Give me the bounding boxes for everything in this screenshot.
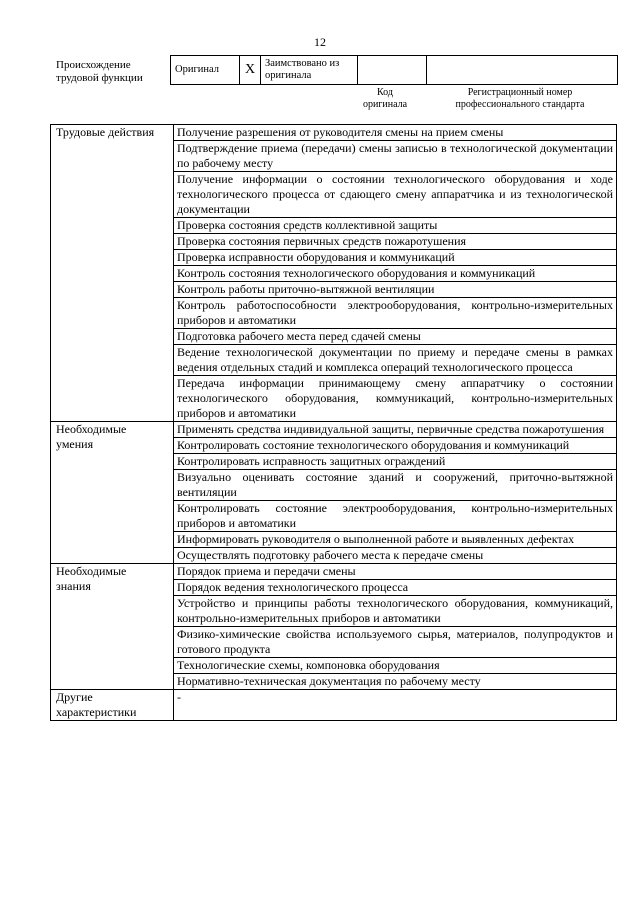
other-characteristics-label-line2: характеристики	[56, 705, 137, 719]
labor-function-table	[50, 124, 617, 721]
labor-action-item: Проверка исправности оборудования и коммуникаций	[174, 250, 617, 266]
original-code-cell	[358, 56, 427, 85]
knowledge-item: Порядок приема и передачи смены	[174, 564, 617, 580]
knowledge-item: Устройство и принципы работы технологического оборудования, коммуникаций, контрольно-измерительных приборов и автоматики	[174, 596, 617, 627]
skill-item: Контролировать состояние технологического оборудования и коммуникаций	[174, 438, 617, 454]
required-skills-label-line2: умения	[56, 437, 94, 451]
other-characteristics-value: -	[174, 690, 617, 721]
knowledge-item: Нормативно-техническая документация по рабочему месту	[174, 674, 617, 690]
labor-action-item: Передача информации принимающему смену аппаратчику о состоянии технологического оборудования, коммуникаций, контрольно-измерительных приборов и автоматики	[174, 376, 617, 422]
labor-action-item: Контроль состояния технологического оборудования и коммуникаций	[174, 266, 617, 282]
origin-label	[56, 59, 143, 85]
labor-action-item: Проверка состояния первичных средств пожаротушения	[174, 234, 617, 250]
table-row	[51, 690, 617, 721]
required-knowledge-label-line2: знания	[56, 579, 91, 593]
required-skills-label	[51, 422, 174, 564]
labor-action-item: Ведение технологической документации по приему и передаче смены в рамках ведения отдельных стадий и комплекса операций технологического процесса	[174, 345, 617, 376]
registration-caption	[430, 87, 610, 111]
table-row	[51, 564, 617, 580]
table-row	[51, 422, 617, 438]
knowledge-item: Порядок ведения технологического процесса	[174, 580, 617, 596]
skill-item: Информировать руководителя о выполненной работе и выявленных дефектах	[174, 532, 617, 548]
original-mark: X	[240, 56, 261, 85]
table-row	[51, 125, 617, 141]
code-caption-line2: оригинала	[362, 99, 408, 110]
origin-table	[170, 55, 618, 85]
labor-action-item: Подготовка рабочего места перед сдачей смены	[174, 329, 617, 345]
registration-number-cell	[427, 56, 618, 85]
borrowed-cell	[261, 56, 358, 85]
other-characteristics-label-line1: Другие	[56, 690, 93, 704]
borrowed-line1: Заимствовано из	[265, 58, 340, 69]
skill-item: Контролировать исправность защитных ограждений	[174, 454, 617, 470]
required-knowledge-label-line1: Необходимые	[56, 564, 127, 578]
registration-caption-line1: Регистрационный номер	[467, 87, 573, 98]
original-cell: Оригинал	[171, 56, 240, 85]
registration-caption-line2: профессионального стандарта	[455, 99, 585, 110]
skill-item: Осуществлять подготовку рабочего места к передаче смены	[174, 548, 617, 564]
origin-label-line1: Происхождение	[56, 59, 131, 71]
origin-label-line2: трудовой функции	[56, 72, 143, 84]
skill-item: Визуально оценивать состояние зданий и сооружений, приточно-вытяжной вентиляции	[174, 470, 617, 501]
labor-actions-label: Трудовые действия	[51, 125, 174, 422]
labor-action-item: Контроль работоспособности электрооборудования, контрольно-измерительных приборов и автоматики	[174, 298, 617, 329]
code-caption-line1: Код	[377, 87, 393, 98]
skill-item: Применять средства индивидуальной защиты, первичные средства пожаротушения	[174, 422, 617, 438]
labor-action-item: Получение информации о состоянии технологического оборудования и ходе технологического процесса от сдающего смену аппаратчика и из технологической документации	[174, 172, 617, 218]
labor-action-item: Контроль работы приточно-вытяжной вентиляции	[174, 282, 617, 298]
code-caption	[350, 87, 420, 111]
knowledge-item: Технологические схемы, компоновка оборудования	[174, 658, 617, 674]
knowledge-item: Физико-химические свойства используемого сырья, материалов, полупродуктов и готового продукта	[174, 627, 617, 658]
required-knowledge-label	[51, 564, 174, 690]
labor-action-item: Проверка состояния средств коллективной защиты	[174, 218, 617, 234]
labor-action-item: Подтверждение приема (передачи) смены записью в технологической документации по рабочему месту	[174, 141, 617, 172]
labor-action-item: Получение разрешения от руководителя смены на прием смены	[174, 125, 617, 141]
other-characteristics-label	[51, 690, 174, 721]
skill-item: Контролировать состояние электрооборудования, контрольно-измерительных приборов и автоматики	[174, 501, 617, 532]
page-number: 12	[314, 35, 326, 49]
borrowed-line2: оригинала	[265, 70, 312, 81]
required-skills-label-line1: Необходимые	[56, 422, 127, 436]
